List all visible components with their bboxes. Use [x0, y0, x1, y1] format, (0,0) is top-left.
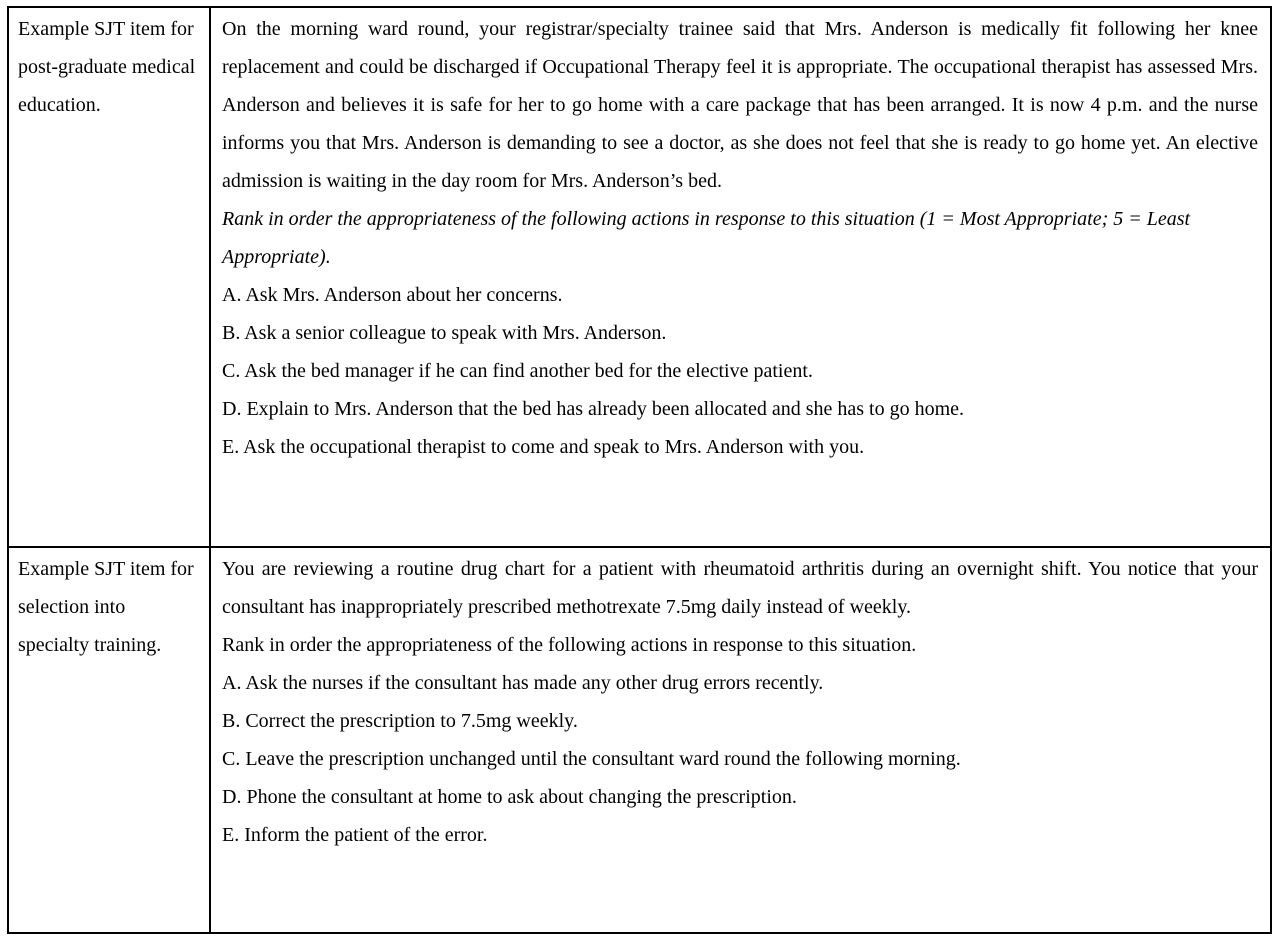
row-content-cell	[210, 547, 1271, 933]
table-row-specialty-selection	[8, 547, 1271, 933]
rank-instruction: Rank in order the appropriateness of the following actions in response to this situation.	[222, 634, 917, 656]
option-d: D. Explain to Mrs. Anderson that the bed has already been allocated and she has to go home.	[222, 398, 965, 420]
scenario-text: You are reviewing a routine drug chart for a patient with rheumatoid arthritis during an overnight shift. You notice that your consultant has inappropriately prescribed methotrexate 7.5mg daily instead of weekly.	[222, 558, 1258, 618]
option-b: B. Correct the prescription to 7.5mg weekly.	[222, 710, 578, 732]
row-label-cell	[8, 7, 210, 547]
row-content-cell	[210, 7, 1271, 547]
option-b: B. Ask a senior colleague to speak with Mrs. Anderson.	[222, 322, 667, 344]
rank-instruction: Rank in order the appropriateness of the following actions in response to this situation (1 = Most Appropriate; 5 = Least Appropriate).	[222, 208, 1191, 268]
row-label-cell	[8, 547, 210, 933]
option-e: E. Ask the occupational therapist to come and speak to Mrs. Anderson with you.	[222, 436, 865, 458]
option-c: C. Leave the prescription unchanged until the consultant ward round the following morning.	[222, 748, 961, 770]
option-d: D. Phone the consultant at home to ask about changing the prescription.	[222, 786, 797, 808]
table-row-postgraduate	[8, 7, 1271, 547]
scenario-text: On the morning ward round, your registrar/specialty trainee said that Mrs. Anderson is medically fit following her knee replacement and could be discharged if Occupational Therapy feel it is appropriate. The occupational therapist has assessed Mrs. Anderson and believes it is safe for her to go home with a care package that has been arranged. It is now 4 p.m. and the nurse informs you that Mrs. Anderson is demanding to see a doctor, as she does not feel that she is ready to go home yet. An elective admission is waiting in the day room for Mrs. Anderson’s bed.	[222, 18, 1258, 192]
sjt-examples-table	[7, 6, 1272, 934]
row-label: Example SJT item for post-graduate medical education.	[18, 18, 196, 116]
option-c: C. Ask the bed manager if he can find another bed for the elective patient.	[222, 360, 813, 382]
option-a: A. Ask the nurses if the consultant has made any other drug errors recently.	[222, 672, 824, 694]
row-label: Example SJT item for selection into specialty training.	[18, 558, 194, 656]
option-e: E. Inform the patient of the error.	[222, 824, 488, 846]
option-a: A. Ask Mrs. Anderson about her concerns.	[222, 284, 563, 306]
